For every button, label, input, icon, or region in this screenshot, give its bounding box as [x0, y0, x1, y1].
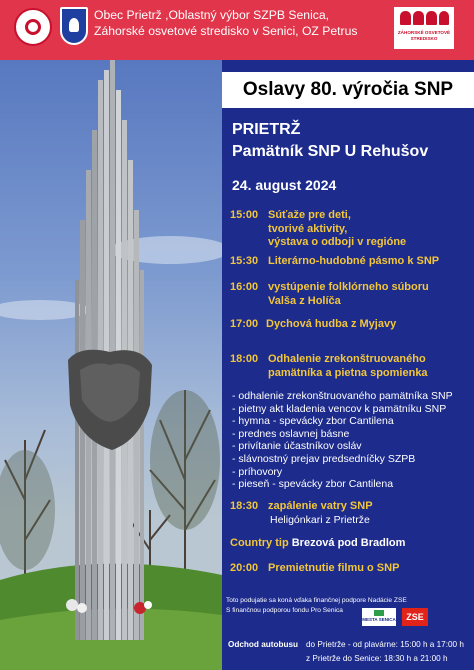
- program-item: [230, 353, 428, 380]
- program-time: 16:00: [230, 281, 259, 293]
- sponsor-line-2: S finančnou podporou fondu Pro Senica: [226, 607, 343, 614]
- detail-item: - pietny akt kladenia vencov k pamätníku SNP: [232, 402, 447, 415]
- program-text: Súťaže pre deti,: [268, 209, 351, 221]
- program-time: 15:30: [230, 255, 259, 267]
- zos-logo-figure: [426, 11, 437, 25]
- zos-logo-caption: ZÁHORSKÉ OSVETOVÉ STREDISKO: [397, 30, 451, 41]
- header-bar: [0, 0, 474, 60]
- program-time: 17:00: [230, 318, 259, 330]
- detail-item: - hymna - spevácky zbor Cantilena: [232, 415, 394, 428]
- program-text: pamätníka a pietna spomienka: [268, 366, 428, 379]
- bonfire-subtitle: Heligónkari z Prietrže: [270, 514, 370, 526]
- zos-logo-figure: [439, 11, 449, 25]
- event-date: 24. august 2024: [232, 177, 337, 193]
- organizers-text: [94, 7, 390, 39]
- coat-of-arms-icon: [60, 7, 88, 45]
- bus-info: [226, 637, 474, 670]
- zos-logo-figure: [400, 11, 411, 25]
- sponsor-line-1: Toto podujatie sa koná vďaka finančnej podpore Nadácie ZSE: [226, 597, 407, 604]
- title-banner: [222, 72, 474, 108]
- detail-item: - pieseň - spevácky zbor Cantilena: [232, 478, 394, 491]
- program-time: 18:30: [230, 500, 259, 512]
- program-item: [230, 281, 429, 308]
- event-title: Oslavy 80. výročia SNP: [242, 79, 454, 100]
- memorial-illustration: [0, 60, 222, 670]
- country-tip: [230, 537, 405, 551]
- program-text: tvorivé aktivity,: [268, 222, 348, 235]
- zos-logo-icon: [394, 7, 454, 49]
- detail-item: - príhovory: [232, 465, 283, 478]
- program-item: [230, 562, 399, 576]
- szpb-logo-icon: [14, 8, 52, 46]
- country-text: Brezová pod Bradlom: [291, 537, 406, 549]
- detail-item: - prednes oslavnej básne: [232, 427, 350, 440]
- detail-item: - odhalenie zrekonštruovaného pamätníka SNP: [232, 390, 453, 402]
- program-item: [230, 209, 406, 250]
- program-text: Literárno-hudobné pásmo k SNP: [268, 255, 440, 267]
- program-time: 20:00: [230, 562, 259, 574]
- mesto-logo-text: MESTA SENICA: [362, 617, 396, 622]
- zse-logo-icon: [402, 608, 428, 626]
- organizers-line-1: Obec Prietrž ,Oblastný výbor SZPB Senica,: [94, 8, 330, 22]
- memorial-photo: [0, 60, 222, 670]
- program-item: [230, 500, 373, 514]
- detail-item: - privítanie účastníkov osláv: [232, 440, 362, 453]
- program-item: [230, 255, 439, 269]
- zse-logo-text: ZSE: [406, 612, 424, 622]
- bus-line-2: z Prietrže do Senice: 18:30 h a 21:00 h: [306, 654, 448, 663]
- program-text: Valša z Holíča: [268, 294, 341, 307]
- program-time: 18:00: [230, 353, 259, 365]
- mesto-senica-logo-icon: [362, 608, 396, 626]
- program-text: Premietnutie filmu o SNP: [268, 562, 400, 574]
- program-text: Odhalenie zrekonštruovaného: [268, 353, 426, 365]
- program-time: 15:00: [230, 209, 259, 221]
- program-text: výstava o odboji v regióne: [268, 236, 407, 248]
- program-item: [230, 318, 396, 332]
- memorial-name: Pamätník SNP U Rehušov: [232, 143, 429, 160]
- program-text: vystúpenie folklórneho súboru: [268, 281, 429, 293]
- program-text: zapálenie vatry SNP: [268, 500, 373, 512]
- place-name: PRIETRŽ: [232, 121, 301, 138]
- ceremony-details: [232, 390, 453, 491]
- program-text: Dychová hudba z Myjavy: [266, 318, 397, 330]
- bus-line-1: do Prietrže - od plavárne: 15:00 h a 17:00 h: [306, 640, 464, 649]
- country-label: Country tip: [230, 537, 289, 549]
- detail-item: - slávnostný prejav predsedníčky SZPB: [232, 452, 416, 465]
- organizers-line-2: Záhorské osvetové stredisko v Senici, OZ Petrus: [94, 24, 358, 38]
- bus-label: Odchod autobusu: [228, 640, 299, 649]
- zos-logo-figure: [413, 11, 424, 25]
